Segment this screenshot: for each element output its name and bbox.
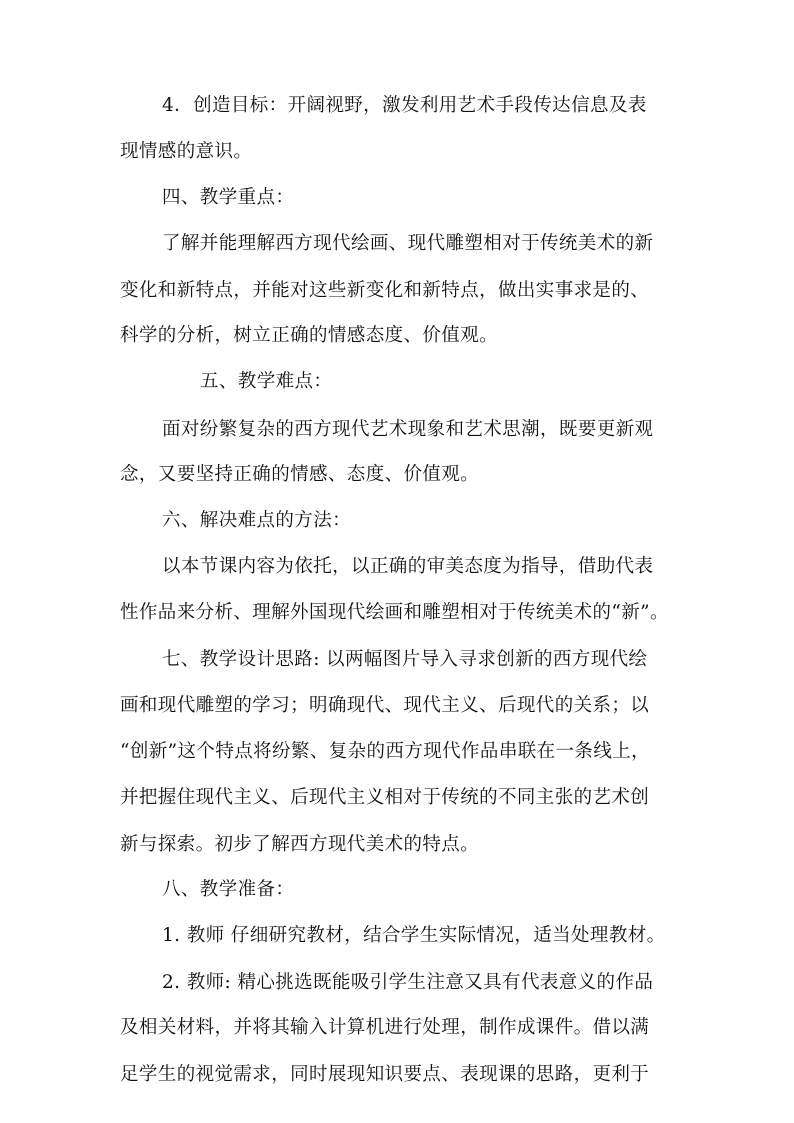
text-line: 以本节课内容为依托，以正确的审美态度为指导，借助代表	[162, 555, 654, 577]
text-line: 性作品来分析、理解外国现代绘画和雕塑相对于传统美术的“新”。	[120, 602, 669, 624]
text-line: 科学的分析，树立正确的情感态度、价值观。	[120, 325, 499, 347]
text-line: “创新”这个特点将纷繁、复杂的西方现代作品串联在一条线上，	[120, 741, 651, 763]
text-line: 新与探索。初步了解西方现代美术的特点。	[120, 833, 480, 855]
text-line: 现情感的意识。	[120, 140, 253, 162]
section-heading: 八、教学准备：	[162, 879, 295, 901]
text-line: 1. 教师 仔细研究教材，结合学生实际情况，适当处理教材。	[162, 925, 666, 947]
section-heading: 五、教学难点：	[200, 371, 333, 393]
text-line: 4．创造目标：开阔视野，激发利用艺术手段传达信息及表	[162, 95, 647, 116]
text-line: 了解并能理解西方现代绘画、现代雕塑相对于传统美术的新	[162, 233, 654, 255]
section-heading: 四、教学重点：	[162, 186, 295, 208]
text-line: 及相关材料，并将其输入计算机进行处理，制作成课件。借以满	[120, 1017, 650, 1039]
text-line: 足学生的视觉需求，同时展现知识要点、表现课的思路，更利于	[120, 1064, 650, 1085]
text-line: 念，又要坚持正确的情感、态度、价值观。	[120, 464, 480, 486]
text-line: 面对纷繁复杂的西方现代艺术现象和艺术思潮，既要更新观	[162, 418, 654, 440]
text-line: 并把握住现代主义、后现代主义相对于传统的不同主张的艺术创	[120, 787, 650, 808]
text-line: 2. 教师: 精心挑选既能吸引学生注意又具有代表意义的作品	[162, 971, 654, 993]
section-heading: 七、教学设计思路: 以两幅图片导入寻求创新的西方现代绘	[162, 649, 648, 670]
text-line: 变化和新特点，并能对这些新变化和新特点，做出实事求是的、	[120, 279, 650, 301]
text-line: 画和现代雕塑的学习；明确现代、现代主义、后现代的关系；以	[120, 694, 650, 716]
section-heading: 六、解决难点的方法：	[162, 510, 352, 531]
